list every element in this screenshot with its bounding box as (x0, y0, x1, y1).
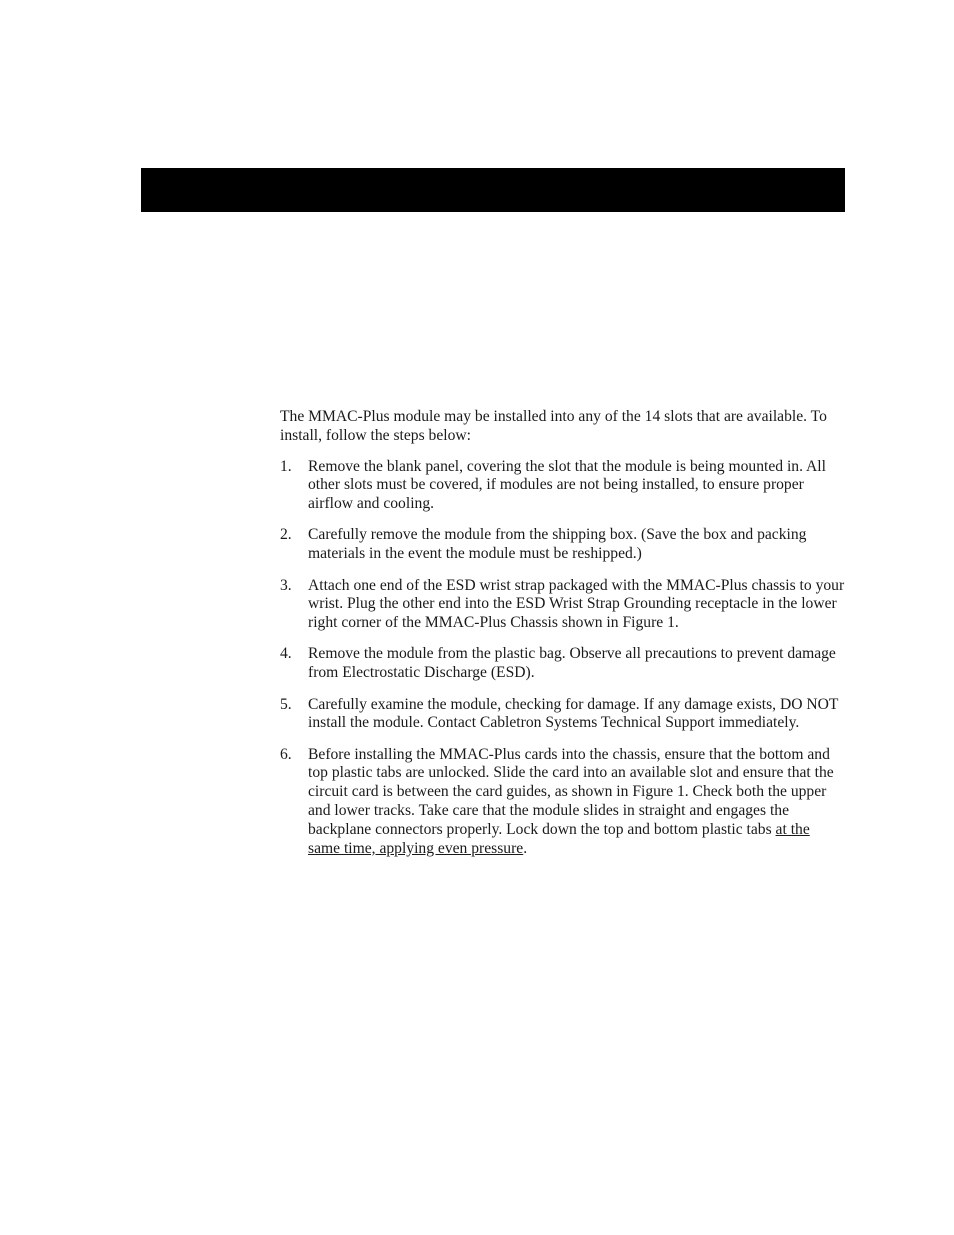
step-text (308, 746, 834, 857)
step-text: Carefully remove the module from the shipping box. (Save the box and packing materials in the event the module must be reshipped.) (308, 526, 807, 563)
installation-steps (280, 458, 845, 859)
step-number: 6. (280, 745, 292, 763)
step-text-main: Before installing the MMAC-Plus cards into the chassis, ensure that the bottom and top plastic tabs are unlocked. Slide the card into an available slot and ensure that the circuit card is between the card guides, as shown in Figure 1. Check both the upper and lower tracks. Take care that the module slides in straight and engages the backplane connectors properly. Lock down the top and bottom plastic tabs (308, 745, 834, 838)
step-number: 1. (280, 457, 292, 475)
step-5 (280, 696, 845, 734)
step-4 (280, 645, 845, 683)
document-body (280, 408, 845, 871)
emphasis-underlined: at the same time, applying even pressure (308, 820, 810, 857)
step-6 (280, 746, 845, 859)
step-number: 4. (280, 645, 292, 663)
step-text: Carefully examine the module, checking for damage. If any damage exists, DO NOT install the module. Contact Cabletron Systems Technical Support immediately. (308, 695, 839, 732)
step-number: 5. (280, 695, 292, 713)
step-1 (280, 458, 845, 514)
intro-paragraph: The MMAC-Plus module may be installed into any of the 14 slots that are available. To install, follow the steps below: (280, 408, 827, 444)
step-text-suffix: . (523, 839, 528, 857)
step-text: Remove the blank panel, covering the slot that the module is being mounted in. All other slots must be covered, if modules are not being installed, to ensure proper airflow and cooling. (308, 457, 826, 513)
step-number: 3. (280, 576, 292, 594)
step-text: Attach one end of the ESD wrist strap packaged with the MMAC-Plus chassis to your wrist. Plug the other end into the ESD Wrist Strap Grounding receptacle in the lower right corner of the MMAC-Plus Chassis shown in Figure 1. (308, 576, 845, 632)
header-bar (141, 168, 845, 212)
step-number: 2. (280, 526, 292, 544)
step-text: Remove the module from the plastic bag. Observe all precautions to prevent damage from Electrostatic Discharge (ESD). (308, 645, 836, 682)
step-3 (280, 577, 845, 633)
step-2 (280, 526, 845, 564)
